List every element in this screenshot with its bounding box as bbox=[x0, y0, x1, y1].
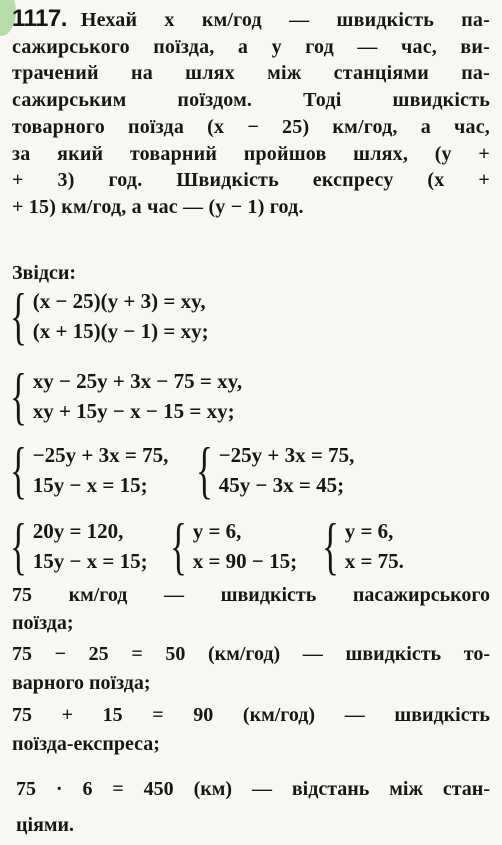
problem-number: 1117. bbox=[12, 5, 67, 32]
equation: x = 75. bbox=[344, 549, 404, 573]
equation: xy + 15y − x − 15 = xy; bbox=[32, 399, 235, 423]
system-4 bbox=[196, 434, 355, 505]
equation: (x + 15)(y − 1) = xy; bbox=[32, 319, 209, 343]
statement-line-3: трачений на шлях між станціями па- bbox=[12, 62, 490, 85]
equation: x = 90 − 15; bbox=[192, 549, 298, 573]
system-5 bbox=[10, 510, 148, 581]
system-brace: { bbox=[10, 510, 27, 581]
equation: −25y + 3x = 75, bbox=[32, 443, 169, 467]
conclusion-2-line-1: 75 − 25 = 50 (км/год) — швидкість то- bbox=[12, 643, 490, 665]
equation: 20y = 120, bbox=[32, 519, 124, 543]
statement-line-1: 1117. Нехай x км/год — швидкість па- bbox=[12, 5, 490, 32]
conclusion-1-line-1: 75 км/год — швидкість пасажирського bbox=[12, 584, 490, 606]
equation: 45y − 3x = 45; bbox=[218, 473, 345, 497]
hence-label: Звідси: bbox=[12, 262, 77, 284]
conclusion-3-line-2: поїзда-експреса; bbox=[12, 733, 160, 755]
system-brace: { bbox=[10, 360, 27, 431]
equation: −25y + 3x = 75, bbox=[218, 443, 355, 467]
conclusion-4-line-2: ціями. bbox=[16, 814, 75, 836]
conclusion-2-line-2: варного поїзда; bbox=[12, 672, 151, 694]
statement-line-7: + 3) год. Швидкість експресу (x + bbox=[12, 169, 490, 192]
conclusion-4-line-1: 75 · 6 = 450 (км) — відстань між стан- bbox=[16, 778, 490, 800]
system-1 bbox=[10, 280, 209, 351]
statement-line-8: + 15) км/год, а час — (y − 1) год. bbox=[12, 195, 304, 218]
system-6 bbox=[170, 510, 298, 581]
statement-line-4: сажирським поїздом. Тоді швидкість bbox=[12, 89, 490, 112]
system-brace: { bbox=[10, 434, 27, 505]
equation: xy − 25y + 3x − 75 = xy, bbox=[32, 369, 243, 393]
statement-line-6: за який товарний пройшов шлях, (y + bbox=[12, 142, 490, 165]
system-7 bbox=[322, 510, 404, 581]
system-brace: { bbox=[170, 510, 187, 581]
equation: y = 6, bbox=[344, 519, 394, 543]
statement-line-5: товарного поїзда (x − 25) км/год, а час, bbox=[12, 115, 490, 138]
system-3 bbox=[10, 434, 169, 505]
system-brace: { bbox=[10, 280, 27, 351]
system-brace: { bbox=[322, 510, 339, 581]
problem-statement bbox=[12, 6, 490, 221]
equation: (x − 25)(y + 3) = xy, bbox=[32, 289, 206, 313]
system-2 bbox=[10, 360, 243, 431]
equation: y = 6, bbox=[192, 519, 242, 543]
equation: 15y − x = 15; bbox=[32, 473, 148, 497]
statement-line-2: сажирського поїзда, а y год — час, ви- bbox=[12, 35, 490, 58]
equation: 15y − x = 15; bbox=[32, 549, 148, 573]
system-brace: { bbox=[196, 434, 213, 505]
conclusion-1-line-2: поїзда; bbox=[12, 612, 74, 634]
conclusion-3-line-1: 75 + 15 = 90 (км/год) — швидкість bbox=[12, 704, 490, 726]
